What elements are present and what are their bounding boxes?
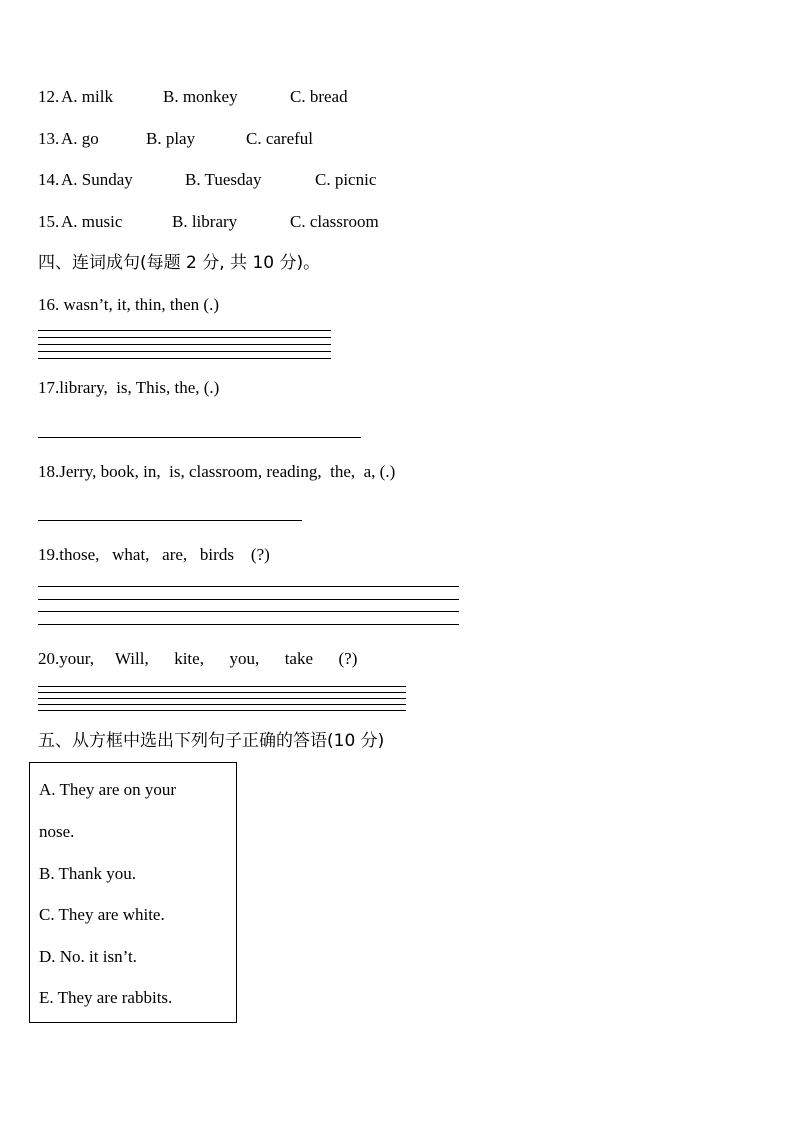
answer-line xyxy=(38,710,406,711)
option-c: C. They are white. xyxy=(39,905,165,924)
answer-line xyxy=(38,337,331,338)
question-number: 15. xyxy=(38,212,60,231)
option-d: D. No. it isn’t. xyxy=(39,947,137,966)
question-16: 16. wasn’t, it, thin, then (.) xyxy=(38,295,219,314)
question-number: 14. xyxy=(38,170,60,189)
answer-line xyxy=(38,624,459,625)
answer-line xyxy=(38,692,406,693)
option-b: B. monkey xyxy=(163,87,238,106)
answer-line xyxy=(38,586,459,587)
answer-options-box xyxy=(29,762,237,1023)
option-b: B. Thank you. xyxy=(39,864,136,883)
answer-line xyxy=(38,698,406,699)
option-a: A. music xyxy=(61,212,123,231)
question-18: 18.Jerry, book, in, is, classroom, reading, the, a, (.) xyxy=(38,462,396,481)
option-a: A. milk xyxy=(61,87,113,106)
option-b: B. Tuesday xyxy=(185,170,262,189)
answer-line xyxy=(38,330,331,331)
answer-line xyxy=(38,520,302,521)
section-5-title: 五、从方框中选出下列句子正确的答语(10 分) xyxy=(38,731,385,751)
section-4-title: 四、连词成句(每题 2 分, 共 10 分)。 xyxy=(38,253,321,273)
option-a-line2: nose. xyxy=(39,822,75,841)
option-b: B. library xyxy=(172,212,238,231)
option-c: C. classroom xyxy=(290,212,379,231)
option-c: C. careful xyxy=(246,129,314,148)
answer-line xyxy=(38,437,361,438)
answer-line xyxy=(38,358,331,359)
answer-line xyxy=(38,611,459,612)
answer-line xyxy=(38,686,406,687)
option-c: C. picnic xyxy=(315,170,377,189)
question-number: 12. xyxy=(38,87,60,106)
option-a-line1: A. They are on your xyxy=(39,780,177,799)
option-a: A. Sunday xyxy=(61,170,133,189)
question-17: 17.library, is, This, the, (.) xyxy=(38,378,220,397)
option-a: A. go xyxy=(61,129,99,148)
answer-line xyxy=(38,351,331,352)
question-19: 19.those, what, are, birds (?) xyxy=(38,545,270,564)
option-c: C. bread xyxy=(290,87,348,106)
question-20: 20.your, Will, kite, you, take (?) xyxy=(38,649,358,668)
option-b: B. play xyxy=(146,129,196,148)
answer-line xyxy=(38,599,459,600)
question-number: 13. xyxy=(38,129,60,148)
answer-line xyxy=(38,704,406,705)
answer-line xyxy=(38,344,331,345)
option-e: E. They are rabbits. xyxy=(39,988,173,1007)
